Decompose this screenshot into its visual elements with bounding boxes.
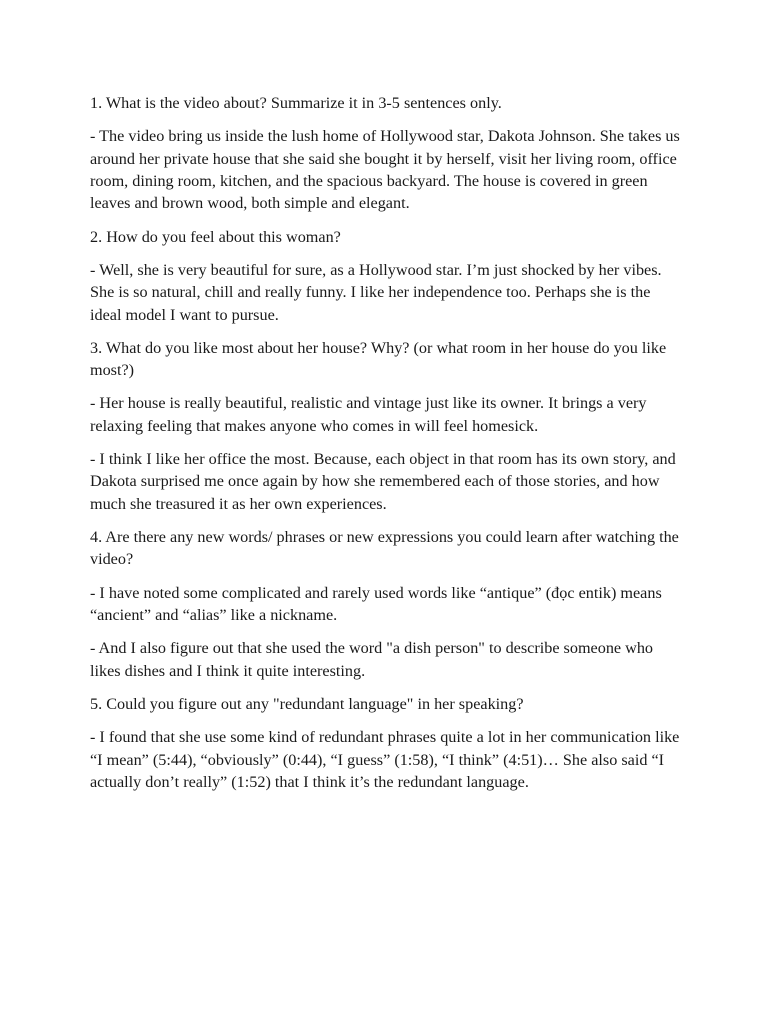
question-4: 4. Are there any new words/ phrases or new expressions you could learn after watching the video?: [90, 528, 679, 569]
answer-4a: - I have noted some complicated and rarely used words like “antique” (đọc entik) means “ancient” and “alias” like a nickname.: [90, 583, 662, 625]
answer-3b: - I think I like her office the most. Because, each object in that room has its own story, and Dakota surprised me once again by how she remembered each of those stories, and how much she treasured it as her own experiences.: [90, 450, 676, 513]
answer-4b: - And I also figure out that she used the word "a dish person" to describe someone who likes dishes and I think it quite interesting.: [90, 639, 654, 680]
question-1: 1. What is the video about? Summarize it in 3-5 sentences only.: [90, 94, 502, 112]
answer-2: - Well, she is very beautiful for sure, as a Hollywood star. I’m just shocked by her vibes. She is so natural, chill and really funny. I like her independence too. Perhaps she is the ideal model I want to pursue.: [90, 260, 662, 324]
answer-3a: - Her house is really beautiful, realistic and vintage just like its owner. It brings a very relaxing feeling that makes anyone who comes in will feel homesick.: [90, 394, 647, 435]
question-5: 5. Could you figure out any "redundant language" in her speaking?: [90, 694, 524, 713]
question-3: 3. What do you like most about her house? Why? (or what room in her house do you like most?): [90, 338, 667, 380]
answer-1: - The video bring us inside the lush home of Hollywood star, Dakota Johnson. She takes us around her private house that she said she bought it by herself, visit her living room, office room, dining room, kitchen, and the spacious backyard. The house is covered in green leaves and brown wood, both simple and elegant.: [90, 127, 680, 213]
question-2: 2. How do you feel about this woman?: [90, 227, 341, 246]
answer-5: - I found that she use some kind of redundant phrases quite a lot in her communication like “I mean” (5:44), “obviously” (0:44), “I guess” (1:58), “I think” (4:51)… She also said “I actually don’t really” (1:52) that I think it’s the redundant language.: [90, 728, 680, 791]
document-body: [90, 92, 680, 804]
